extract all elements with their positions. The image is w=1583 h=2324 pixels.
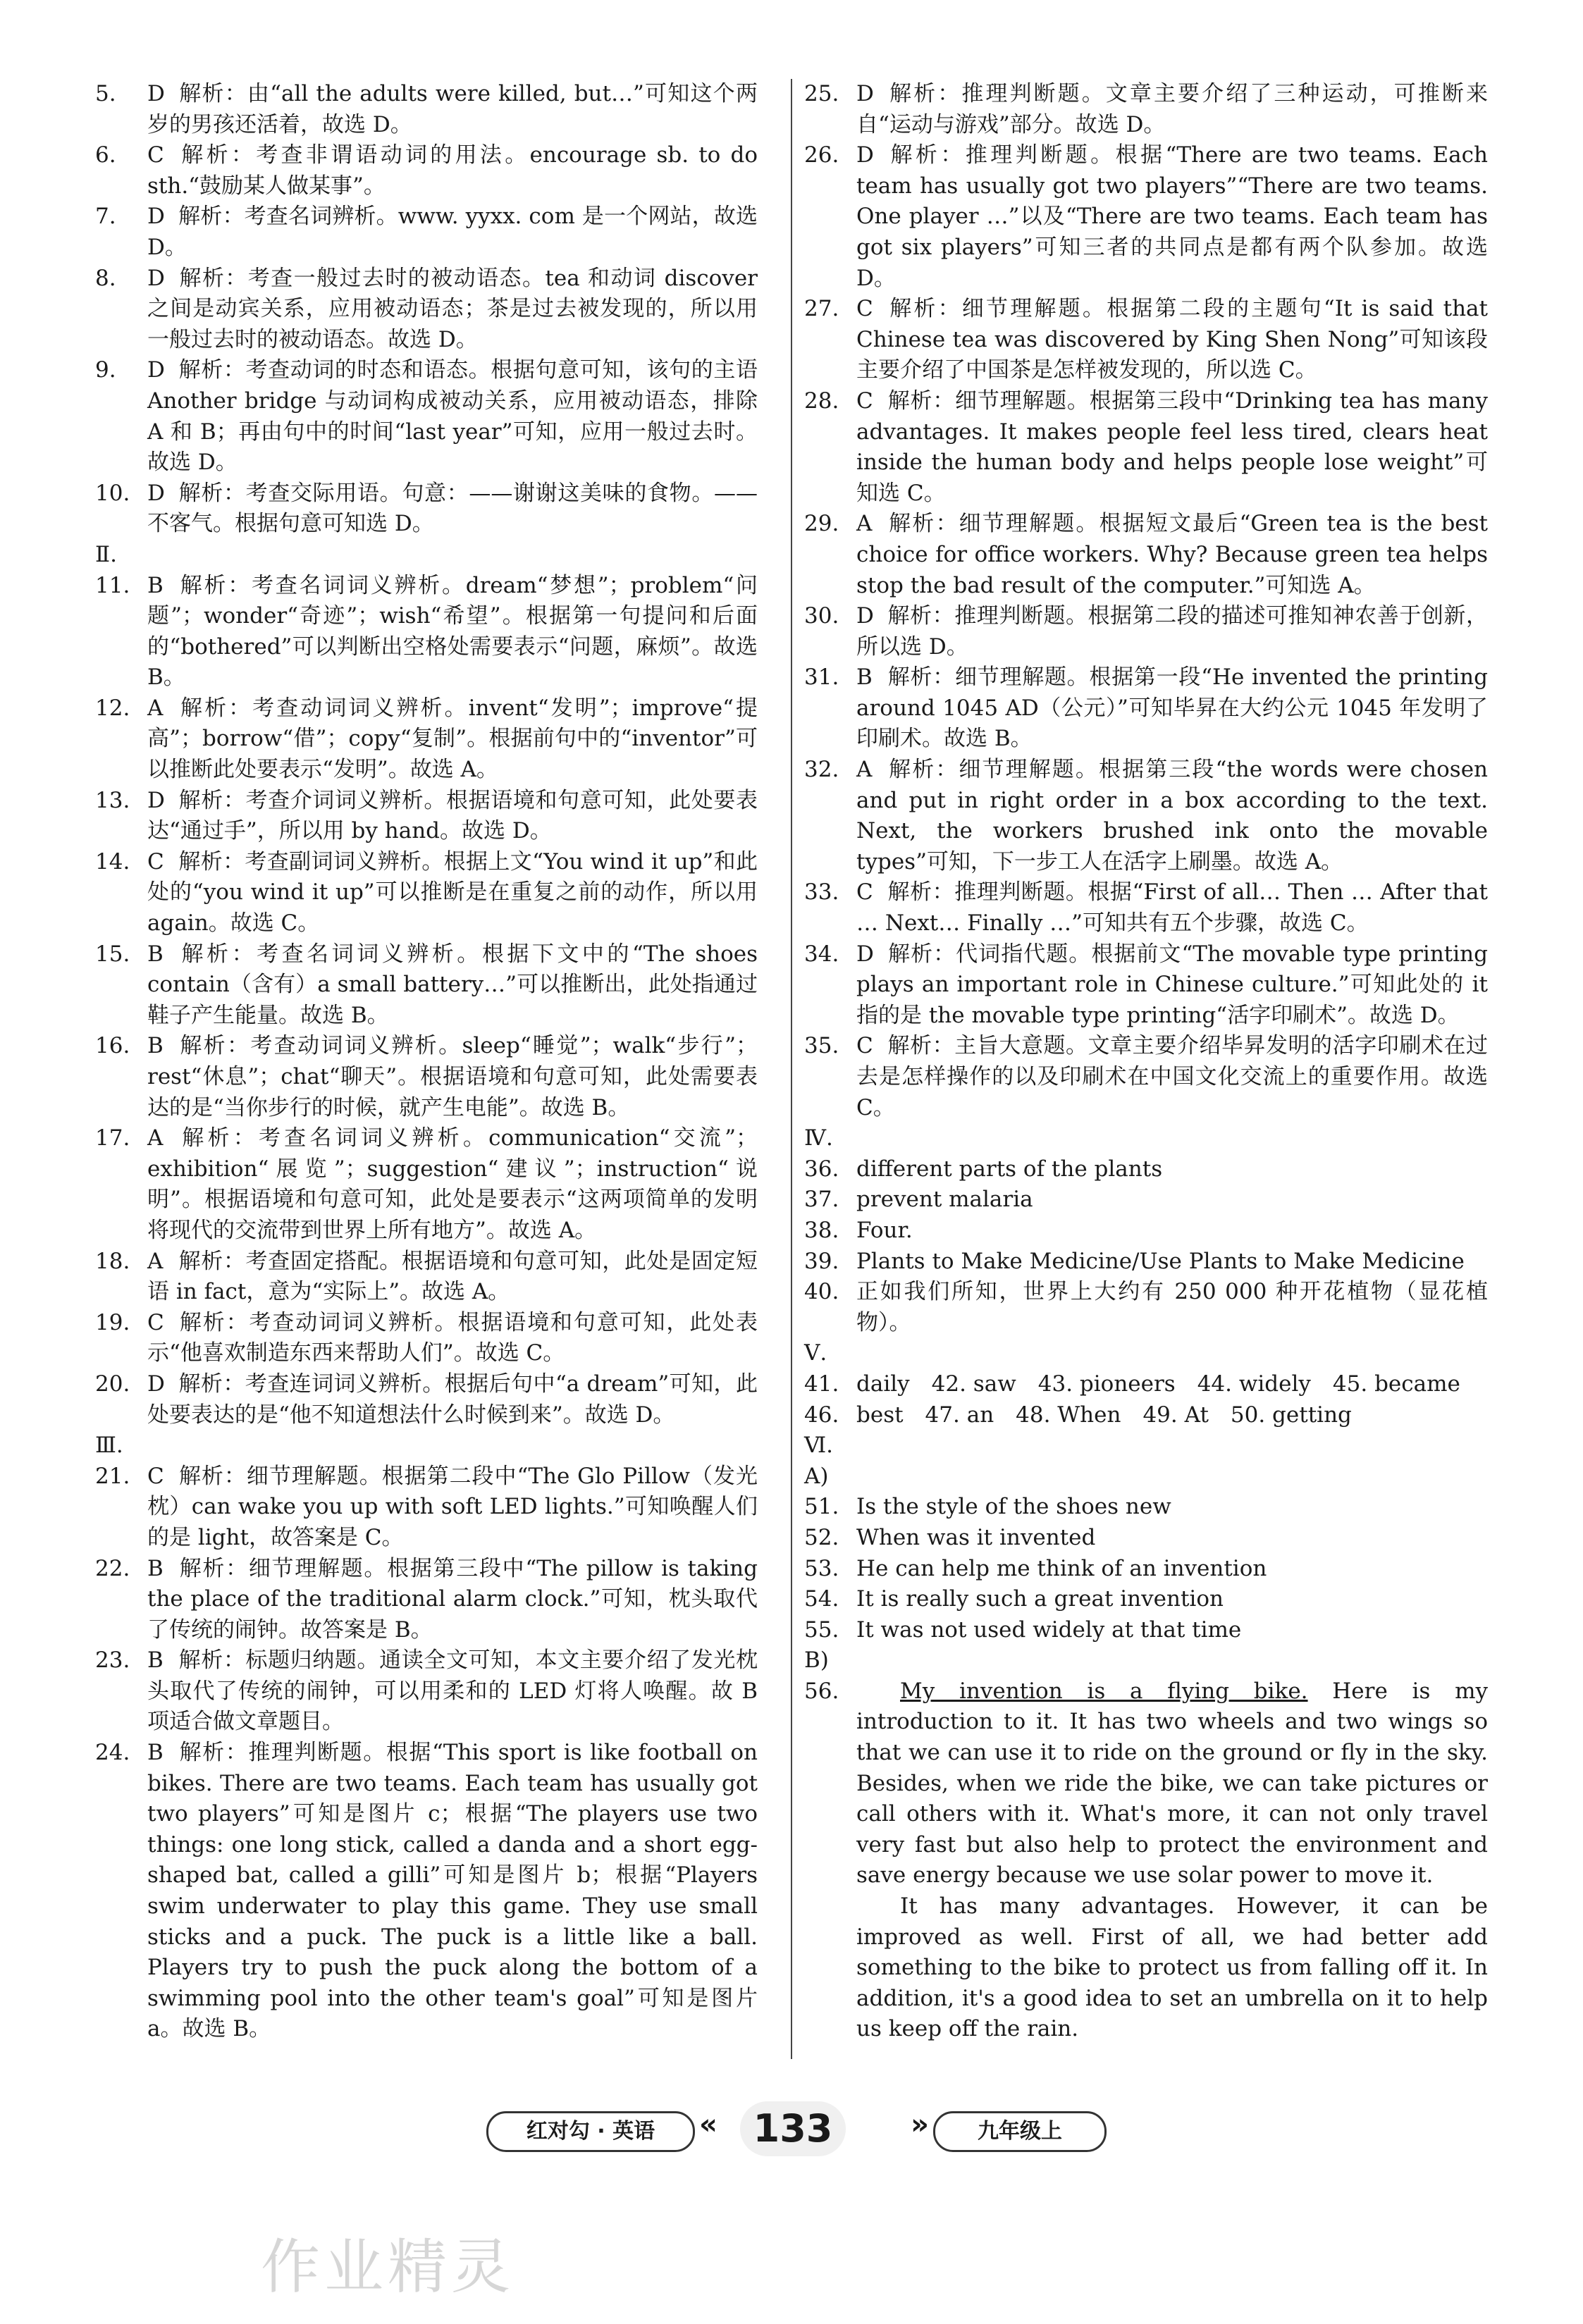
- explanation-text: 解析：考查动词的时态和语态。根据句意可知，该句的主语 Another bridge 与动词构成被动关系，应用被动语态，排除 A 和 B；再由句中的时间“last year”可知，应用一般过去时。故选 D。: [147, 357, 758, 476]
- answer-item: [804, 79, 1488, 140]
- answer-letter: D: [856, 142, 874, 168]
- answer-letter: B: [147, 1033, 164, 1059]
- answer-item: [95, 1554, 758, 1646]
- answer-item: [804, 386, 1488, 509]
- essay-56: [804, 1676, 1488, 2045]
- item-number: 13.: [95, 787, 130, 813]
- item-number: 10.: [95, 480, 130, 506]
- answer-item: [95, 202, 758, 263]
- item-number: 30.: [804, 603, 839, 629]
- left-column: [95, 79, 758, 2045]
- item-number: 18.: [95, 1248, 130, 1274]
- answer-letter: D: [147, 480, 165, 506]
- explanation-text: 正如我们所知，世界上大约有 250 000 种开花植物（显花植物）。: [856, 1279, 1488, 1335]
- item-number: 39.: [804, 1248, 839, 1274]
- answer-item: [95, 1031, 758, 1123]
- explanation-text: 解析：细节理解题。根据第二段的主题句“It is said that Chinese tea was discovered by King Shen Nong”可知该段主要介绍了中国茶是怎样被发现的，所以选 C。: [856, 296, 1488, 383]
- answer-letter: C: [856, 1033, 873, 1059]
- answer-letter: B: [147, 1648, 164, 1674]
- essay-paragraph-1: Here is my introduction to it. It has two wheels and two wings so that we can use it to ride on the ground or fly in the sky. Besides, when we ride the bike, we can take pictures or call others with it. What's more, it can not only travel very fast but also help to protect the environment and save energy because we use solar power to move it.: [856, 1678, 1488, 1889]
- explanation-text: 解析：细节理解题。根据第三段“the words were chosen and put in right order in a box according to the text. Next, the workers brushed ink onto the movable types”可知，下一步工人在活字上刷墨。故选 A。: [856, 757, 1488, 874]
- answer-item: [804, 509, 1488, 601]
- answer-letter: D: [147, 357, 165, 383]
- answer-letter: C: [147, 142, 164, 168]
- answer-item: [95, 140, 758, 202]
- explanation-text: It was not used widely at that time: [856, 1617, 1242, 1643]
- explanation-text: prevent malaria: [856, 1187, 1033, 1213]
- answer-item: [95, 847, 758, 939]
- item-number: 37.: [804, 1187, 839, 1213]
- answer-item: [95, 1369, 758, 1430]
- answer-letter: D: [147, 1371, 165, 1397]
- item-number: 9.: [95, 357, 116, 383]
- answer-item: [804, 877, 1488, 939]
- explanation-text: 解析：考查动词词义辨析。sleep“睡觉”；walk“步行”；rest“休息”；chat“聊天”。根据语境和句意可知，此处需要表达的是“当你步行的时候，就产生电能”。故选 B。: [147, 1033, 758, 1120]
- answer-item: [804, 755, 1488, 877]
- answer-item: [804, 662, 1488, 755]
- answer-item: [95, 939, 758, 1032]
- explanation-text: 解析：考查名词辨析。www. yyxx. com 是一个网站，故选 D。: [147, 204, 758, 260]
- section-heading: Ⅳ.: [804, 1125, 833, 1151]
- item-number: 25.: [804, 81, 839, 106]
- grade-label: 九年级上: [933, 2111, 1107, 2152]
- explanation-text: He can help me think of an invention: [856, 1555, 1267, 1581]
- answer-item: [95, 786, 758, 847]
- explanation-text: 解析：主旨大意题。文章主要介绍毕昇发明的活字印刷术在过去是怎样操作的以及印刷术在中国文化交流上的重要作用。故选 C。: [856, 1033, 1488, 1120]
- explanation-text: 解析：由“all the adults were killed, but…”可知这个两岁的男孩还活着，故选 D。: [147, 81, 758, 137]
- item-number: 20.: [95, 1371, 130, 1397]
- answer-letter: C: [856, 296, 873, 322]
- explanation-text: 解析：考查名词词义辨析。根据下文中的“The shoes contain（含有）a small battery…”可以推断出，此处指通过鞋子产生能量。故选 B。: [147, 941, 758, 1028]
- item-number: 46.: [804, 1402, 839, 1428]
- item-number: 7.: [95, 204, 116, 230]
- answer-item: [804, 1369, 1488, 1400]
- explanation-text: 解析：推理判断题。根据第二段的描述可推知神农善于创新，所以选 D。: [856, 603, 1488, 660]
- item-number: 55.: [804, 1617, 839, 1643]
- explanation-text: 解析：考查介词词义辨析。根据语境和句意可知，此处要表达“通过手”，所以用 by hand。故选 D。: [147, 787, 758, 844]
- answer-letter: A: [147, 695, 164, 721]
- item-number: 40.: [804, 1279, 839, 1305]
- item-number: 21.: [95, 1463, 130, 1489]
- explanation-text: 解析：考查副词词义辨析。根据上文“You wind it up”和此处的“you wind it up”可以推断是在重复之前的动作，所以用 again。故选 C。: [147, 848, 758, 937]
- answer-item: [804, 1154, 1488, 1185]
- answer-letter: B: [147, 941, 164, 967]
- answer-item: [95, 1738, 758, 2045]
- explanation-text: 解析：推理判断题。根据“This sport is like football on bikes. There are two teams. Each team has usually got two players”可知是图片 c；根据“The players use two things: one long stick, called a danda and a short egg-shaped bat, called a gilli”可知是图片 b；根据“Players swim underwater to play this game. They use small sticks and a puck. The puck is a little like a ball. Players try to push the puck along the bottom of a swimming pool into the other team's goal”可知是图片 a。故选 B。: [147, 1740, 758, 2042]
- item-number: 53.: [804, 1555, 839, 1581]
- explanation-text: daily 42. saw 43. pioneers 44. widely 45. became: [856, 1371, 1460, 1397]
- answer-letter: D: [856, 941, 874, 967]
- answer-letter: D: [856, 81, 874, 106]
- answer-item: [804, 1492, 1488, 1523]
- answer-item: [804, 1277, 1488, 1338]
- explanation-text: 解析：标题归纳题。通读全文可知，本文主要介绍了发光枕头取代了传统的闹钟，可以用柔和的 LED 灯将人唤醒。故 B 项适合做文章题目。: [147, 1648, 758, 1735]
- right-column: [804, 79, 1488, 2045]
- item-number: 19.: [95, 1309, 130, 1335]
- explanation-text: Four.: [856, 1217, 913, 1243]
- item-number: 8.: [95, 265, 116, 291]
- answer-letter: B: [147, 572, 164, 598]
- right-items: [804, 79, 1488, 1676]
- book-title: 红对勾 · 英语: [486, 2111, 695, 2152]
- answer-item: [95, 478, 758, 540]
- answer-item: [95, 264, 758, 356]
- item-number: 33.: [804, 879, 839, 906]
- answer-item: [95, 1247, 758, 1308]
- answer-letter: D: [856, 603, 874, 629]
- section-heading: A): [804, 1463, 829, 1489]
- item-number: 51.: [804, 1494, 839, 1520]
- footer-right-arrow: »: [911, 2108, 929, 2141]
- answer-item: [804, 294, 1488, 386]
- explanation-text: 解析：细节理解题。根据第一段“He invented the printing around 1045 AD（公元）”可知毕昇在大约公元 1045 年发明了印刷术。故选 B。: [856, 665, 1488, 752]
- item-number: 23.: [95, 1648, 130, 1674]
- footer-left-arrow: «: [699, 2108, 717, 2141]
- answer-item: [95, 1645, 758, 1738]
- page-number: 133: [740, 2101, 846, 2156]
- answer-letter: B: [856, 665, 873, 691]
- section-heading: Ⅵ.: [804, 1433, 834, 1459]
- item-number: 26.: [804, 142, 839, 168]
- answer-item: [804, 140, 1488, 294]
- explanation-text: 解析：考查非谓语动词的用法。encourage sb. to do sth.“鼓励某人做某事”。: [147, 142, 758, 199]
- answer-letter: D: [147, 81, 165, 106]
- explanation-text: 解析：考查动词词义辨析。invent“发明”；improve“提高”；borrow“借”；copy“复制”。根据前句中的“inventor”可以推断此处要表示“发明”。故选 A。: [147, 695, 758, 783]
- answer-item: [95, 693, 758, 786]
- answer-item: [95, 79, 758, 140]
- answer-item: [804, 939, 1488, 1032]
- explanation-text: When was it invented: [856, 1524, 1096, 1550]
- answer-letter: C: [856, 388, 873, 414]
- item-number: 17.: [95, 1125, 130, 1151]
- item-number: 6.: [95, 142, 116, 168]
- explanation-text: 解析：考查名词词义辨析。communication“交流”；exhibition“展览”；suggestion“建议”；instruction“说明”。根据语境和句意可知，此处是要表示“这两项简单的发明将现代的交流带到世界上所有地方”。故选 A。: [147, 1125, 758, 1243]
- answer-item: [804, 1400, 1488, 1431]
- answer-letter: B: [147, 1555, 164, 1581]
- explanation-text: 解析：细节理解题。根据第三段中“Drinking tea has many advantages. It makes people feel less tired, clears heat inside the human body and helps people lose weight”可知选 C。: [856, 388, 1488, 506]
- explanation-text: 解析：代词指代题。根据前文“The movable type printing plays an important role in Chinese culture.”可知此处的 it 指的是 the movable type printing“活字印刷术”。故选 D。: [856, 941, 1488, 1028]
- answer-letter: D: [147, 204, 165, 230]
- item-number: 27.: [804, 296, 839, 322]
- item-number: 41.: [804, 1371, 839, 1397]
- answer-letter: A: [856, 511, 873, 537]
- item-number: 56.: [804, 1678, 839, 1704]
- answer-item: [804, 601, 1488, 662]
- explanation-text: 解析：考查名词词义辨析。dream“梦想”；problem“问题”；wonder“奇迹”；wish“希望”。根据第一句提问和后面的“bothered”可以判断出空格处需要表示“问题，麻烦”。故选 B。: [147, 572, 758, 691]
- explanation-text: 解析：推理判断题。文章主要介绍了三种运动，可推断来自“运动与游戏”部分。故选 D。: [856, 81, 1488, 137]
- item-number: 16.: [95, 1033, 130, 1059]
- item-number: 22.: [95, 1555, 130, 1581]
- item-number: 32.: [804, 757, 839, 783]
- watermark: 作业精灵: [261, 2232, 515, 2301]
- explanation-text: best 47. an 48. When 49. At 50. getting: [856, 1402, 1352, 1428]
- answer-letter: A: [147, 1125, 164, 1151]
- item-number: 5.: [95, 81, 116, 106]
- answer-item: [95, 1461, 758, 1554]
- explanation-text: Plants to Make Medicine/Use Plants to Make Medicine: [856, 1248, 1465, 1274]
- item-number: 31.: [804, 665, 839, 691]
- answer-item: [804, 1216, 1488, 1247]
- item-number: 14.: [95, 848, 130, 874]
- explanation-text: 解析：考查连词词义辨析。根据后句中“a dream”可知，此处要表达的是“他不知道想法什么时候到来”。故选 D。: [147, 1371, 758, 1428]
- answer-letter: C: [147, 1309, 164, 1335]
- answer-item: [95, 1308, 758, 1369]
- answer-letter: C: [147, 1463, 164, 1489]
- item-number: 54.: [804, 1586, 839, 1612]
- explanation-text: Is the style of the shoes new: [856, 1494, 1171, 1520]
- answer-item: [804, 1615, 1488, 1646]
- answer-item: [95, 571, 758, 693]
- section-heading: B): [804, 1648, 829, 1674]
- explanation-text: different parts of the plants: [856, 1156, 1163, 1182]
- answer-item: [804, 1185, 1488, 1216]
- essay-paragraph-2: It has many advantages. However, it can be improved as well. First of all, we had better add something to the bike to protect us from falling off it. In addition, it's a good idea to set an umbrella on it to help us keep off the rain.: [856, 1893, 1488, 2042]
- answer-item: [804, 1554, 1488, 1585]
- item-number: 36.: [804, 1156, 839, 1182]
- answer-letter: A: [856, 757, 873, 783]
- explanation-text: 解析：推理判断题。根据“First of all… Then … After that … Next… Finally …”可知共有五个步骤，故选 C。: [856, 879, 1488, 937]
- item-number: 11.: [95, 572, 130, 598]
- item-number: 15.: [95, 941, 130, 967]
- item-number: 24.: [95, 1740, 130, 1766]
- answer-item: [95, 1123, 758, 1246]
- explanation-text: 解析：推理判断题。根据“There are two teams. Each team has usually got two players”“There are two teams. One player …”以及“There are two teams. Each team has got six players”可知三者的共同点是都有两个队参加。故选 D。: [856, 142, 1488, 291]
- answer-letter: D: [147, 787, 165, 813]
- column-divider: [791, 79, 792, 2059]
- answer-item: [804, 1247, 1488, 1278]
- explanation-text: It is really such a great invention: [856, 1586, 1224, 1612]
- answer-letter: C: [147, 848, 164, 874]
- explanation-text: 解析：考查动词词义辨析。根据语境和句意可知，此处表示“他喜欢制造东西来帮助人们”。故选 C。: [147, 1309, 758, 1366]
- answer-item: [804, 1523, 1488, 1554]
- answer-item: [804, 1031, 1488, 1123]
- page-footer: [486, 2101, 1107, 2158]
- item-number: 35.: [804, 1033, 839, 1059]
- answer-item: [95, 355, 758, 478]
- section-heading: Ⅴ.: [804, 1340, 827, 1366]
- essay-title: My invention is a flying bike.: [900, 1678, 1308, 1704]
- answer-letter: A: [147, 1248, 164, 1274]
- answer-letter: C: [856, 879, 873, 906]
- item-number: 34.: [804, 941, 839, 967]
- item-number: 52.: [804, 1524, 839, 1550]
- answer-letter: B: [147, 1740, 164, 1766]
- explanation-text: 解析：细节理解题。根据短文最后“Green tea is the best choice for office workers. Why? Because green tea helps stop the bad result of the computer.”可知选 A。: [856, 511, 1488, 598]
- item-number: 29.: [804, 511, 839, 537]
- explanation-text: 解析：考查交际用语。句意：——谢谢这美味的食物。——不客气。根据句意可知选 D。: [147, 480, 758, 537]
- item-number: 38.: [804, 1217, 839, 1243]
- item-number: 12.: [95, 695, 130, 721]
- explanation-text: 解析：细节理解题。根据第二段中“The Glo Pillow（发光枕）can wake you up with soft LED lights.”可知唤醒人们的是 light，故答案是 C。: [147, 1463, 758, 1550]
- explanation-text: 解析：细节理解题。根据第三段中“The pillow is taking the place of the traditional alarm clock.”可知，枕头取代了传统的闹钟。故答案是 B。: [147, 1555, 758, 1643]
- section-heading: Ⅲ.: [95, 1433, 123, 1459]
- answer-letter: D: [147, 265, 165, 291]
- section-heading: Ⅱ.: [95, 541, 117, 567]
- answer-item: [804, 1584, 1488, 1615]
- item-number: 28.: [804, 388, 839, 414]
- explanation-text: 解析：考查一般过去时的被动语态。tea 和动词 discover 之间是动宾关系，应用被动语态；茶是过去被发现的，所以用一般过去时的被动语态。故选 D。: [147, 265, 758, 352]
- explanation-text: 解析：考查固定搭配。根据语境和句意可知，此处是固定短语 in fact，意为“实际上”。故选 A。: [147, 1248, 758, 1305]
